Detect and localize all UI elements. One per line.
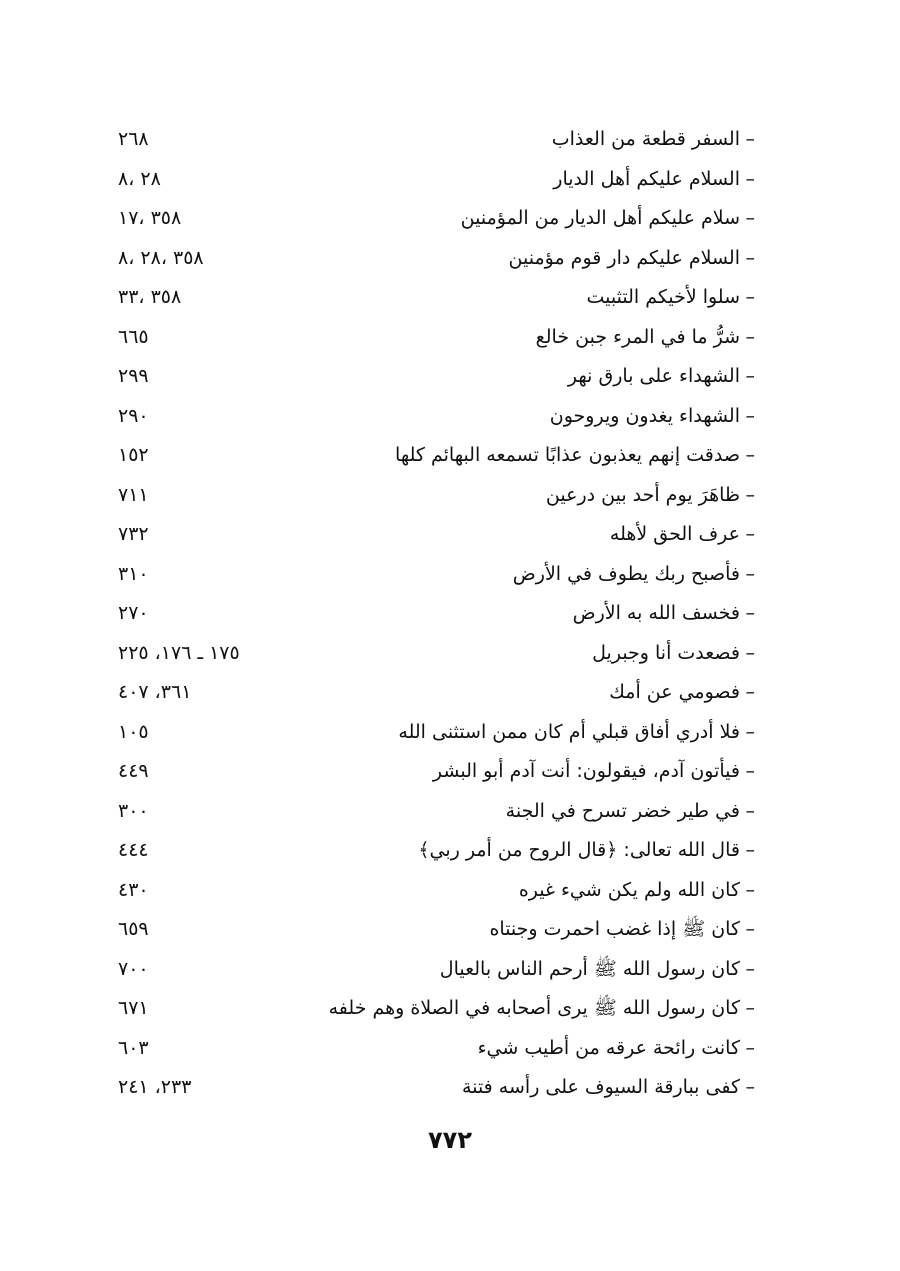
entry-page-refs: ٢٣٣، ٢٤١ [118,1076,192,1098]
entry-page-refs: ٣٥٨ ،٢٨ ،٨ [118,246,204,269]
entry-dash: – [745,720,755,743]
entry-text: السلام عليكم أهل الديار [553,167,740,190]
entry-text: فلا أدري أفاق قبلي أم كان ممن استثنى الله [398,720,740,743]
entry-text: فيأتون آدم، فيقولون: أنت آدم أبو البشر [432,760,740,782]
entry-text: فأصبح ربك يطوف في الأرض [512,562,740,585]
index-entry [0,792,900,832]
entry-page-refs: ٦٥٩ [118,918,149,940]
entry-text: السفر قطعة من العذاب [551,128,740,150]
entry-text: كان ﷺ إذا غضب احمرت وجنتاه [489,918,740,940]
index-entry [0,199,900,239]
entry-page-refs: ٤٣٠ [118,878,149,901]
entry-dash: – [745,286,755,308]
entry-text: صدقت إنهم يعذبون عذابًا تسمعه البهائم كلها [395,444,740,466]
entry-page-refs: ٧٠٠ [118,957,149,980]
entry-dash: – [745,918,755,940]
entry-dash: – [745,997,755,1019]
entry-text: السلام عليكم دار قوم مؤمنين [508,246,740,269]
entry-text: شرُّ ما في المرء جبن خالع [535,325,740,348]
entry-dash: – [745,325,755,348]
index-entry [0,160,900,200]
entry-dash: – [745,444,755,466]
index-entry [0,1068,900,1108]
entry-page-refs: ٢٦٨ [118,128,149,150]
entry-text: عرف الحق لأهله [609,523,740,545]
entry-page-refs: ٢٩٩ [118,365,149,387]
entry-page-refs: ٣٥٨ ،١٧ [118,207,182,229]
entry-text: فخسف الله به الأرض [572,602,740,624]
entry-dash: – [745,365,755,387]
entry-text: قال الله تعالى: ﴿قال الروح من أمر ربي﴾ [418,839,740,861]
entry-dash: – [745,404,755,427]
index-entry [0,318,900,358]
entry-page-refs: ٧١١ [118,483,149,506]
entry-dash: – [745,128,755,150]
entry-page-refs: ٣١٠ [118,562,149,585]
entry-page-refs: ٧٣٢ [118,523,149,545]
index-entry [0,515,900,555]
index-entry [0,989,900,1029]
entry-page-refs: ٢٧٠ [118,602,149,624]
entry-page-refs: ٦٠٣ [118,1036,149,1059]
index-entry [0,436,900,476]
entry-page-refs: ٣٠٠ [118,799,149,822]
hadith-index-list [0,120,900,1108]
entry-dash: – [745,483,755,506]
entry-dash: – [745,246,755,269]
index-entry [0,357,900,397]
entry-page-refs: ١٥٢ [118,444,149,466]
index-entry [0,239,900,279]
entry-dash: – [745,641,755,664]
index-entry [0,397,900,437]
index-entry [0,476,900,516]
entry-dash: – [745,167,755,190]
entry-dash: – [745,878,755,901]
index-entry [0,950,900,990]
entry-text: كان رسول الله ﷺ أرحم الناس بالعيال [439,957,740,980]
index-entry [0,634,900,674]
entry-page-refs: ١٧٥ ـ ١٧٦، ٢٢٥ [118,641,240,664]
index-entry [0,120,900,160]
entry-text: الشهداء على بارق نهر [567,365,740,387]
entry-text: كانت رائحة عرقه من أطيب شيء [477,1036,740,1059]
entry-page-refs: ٣٥٨ ،٣٣ [118,286,182,308]
index-entry [0,713,900,753]
entry-text: كان الله ولم يكن شيء غيره [518,878,740,901]
entry-dash: – [745,602,755,624]
index-entry [0,673,900,713]
entry-page-refs: ٦٦٥ [118,325,149,348]
index-entry [0,752,900,792]
entry-page-refs: ٣٦١، ٤٠٧ [118,681,192,703]
entry-text: كفى ببارقة السيوف على رأسه فتنة [462,1076,740,1098]
entry-text: كان رسول الله ﷺ يرى أصحابه في الصلاة وهم خلفه [328,997,740,1019]
index-entry [0,1029,900,1069]
index-entry [0,871,900,911]
index-entry [0,831,900,871]
page-number: ٧٧٢ [428,1126,472,1154]
entry-text: في طير خضر تسرح في الجنة [505,799,740,822]
entry-page-refs: ١٠٥ [118,720,149,743]
entry-page-refs: ٤٤٩ [118,760,149,782]
index-entry [0,555,900,595]
entry-text: سلام عليكم أهل الديار من المؤمنين [460,207,740,229]
entry-dash: – [745,207,755,229]
entry-dash: – [745,562,755,585]
entry-page-refs: ٦٧١ [118,997,149,1019]
entry-dash: – [745,957,755,980]
entry-page-refs: ٢٩٠ [118,404,149,427]
index-entry [0,594,900,634]
entry-dash: – [745,1076,755,1098]
entry-dash: – [745,760,755,782]
entry-dash: – [745,1036,755,1059]
entry-dash: – [745,523,755,545]
index-entry [0,910,900,950]
entry-dash: – [745,799,755,822]
entry-text: الشهداء يغدون ويروحون [549,404,740,427]
entry-text: فصعدت أنا وجبريل [592,641,740,664]
index-entry [0,278,900,318]
entry-dash: – [745,839,755,861]
entry-page-refs: ٤٤٤ [118,839,149,861]
entry-text: سلوا لأخيكم التثبيت [586,286,740,308]
entry-text: ظاهَرَ يوم أحد بين درعين [545,483,740,506]
entry-text: فصومي عن أمك [609,681,740,703]
entry-page-refs: ٢٨ ،٨ [118,167,161,190]
entry-dash: – [745,681,755,703]
